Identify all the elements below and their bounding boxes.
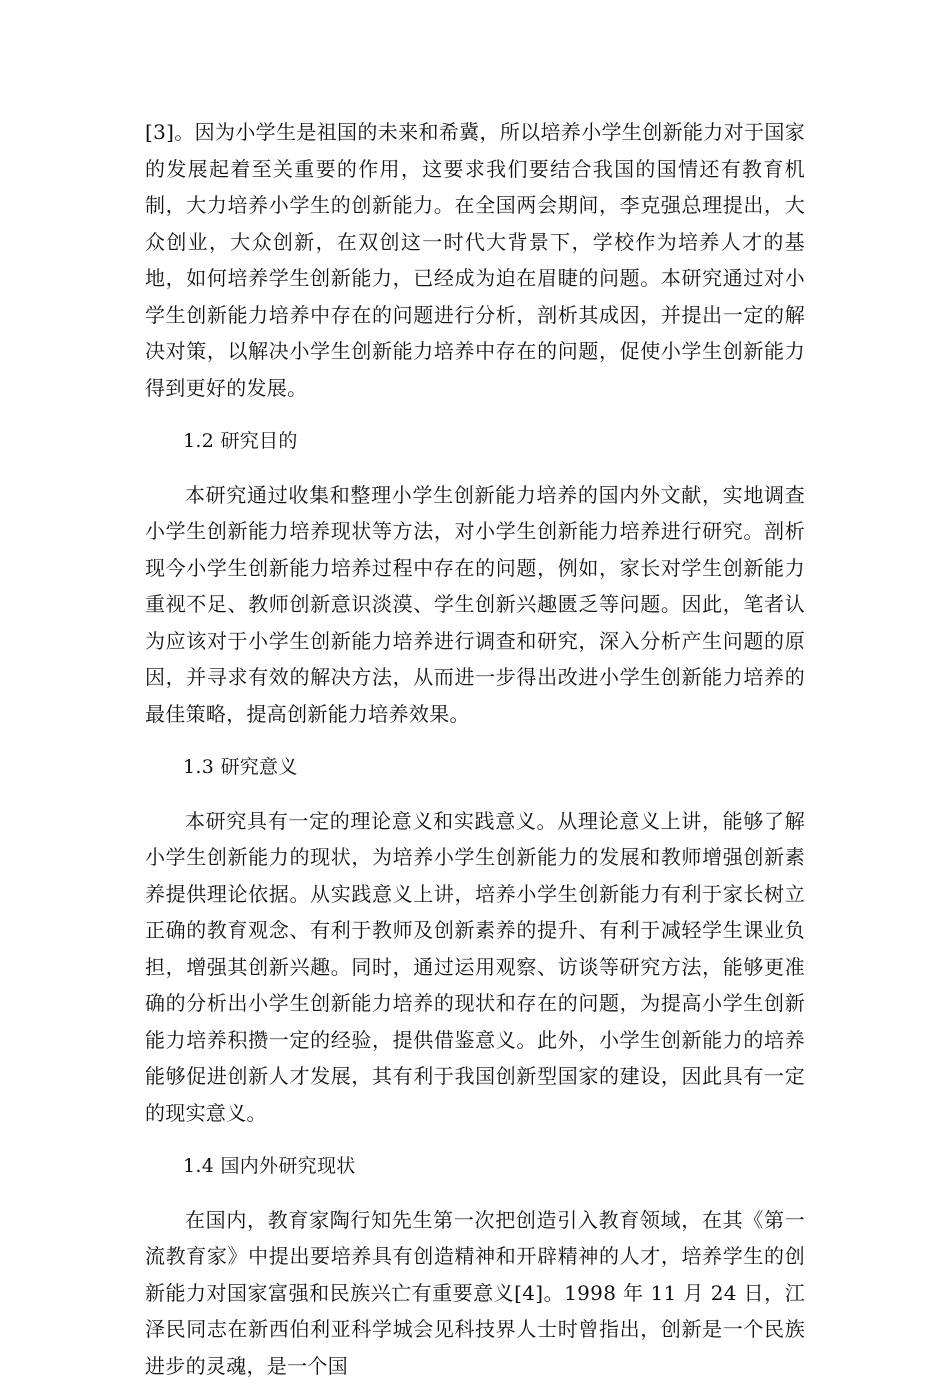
section-heading-1-2: 1.2 研究目的 (145, 423, 805, 460)
section-heading-1-3: 1.3 研究意义 (145, 749, 805, 786)
paragraph-domestic-research: 在国内，教育家陶行知先生第一次把创造引入教育领域，在其《第一流教育家》中提出要培养具有创造精神和开辟精神的人才，培养学生的创新能力对国家富强和民族兴亡有重要意义[4]。1998 年 11 月 24 日，江泽民同志在新西伯利亚科学城会见科技界人士时曾指出，创新是一个民族进步的灵魂，是一个国 (145, 1202, 805, 1384)
paragraph-intro-continuation: [3]。因为小学生是祖国的未来和希冀，所以培养小学生创新能力对于国家的发展起着至关重要的作用，这要求我们要结合我国的国情还有教育机制，大力培养小学生的创新能力。在全国两会期间，李克强总理提出，大众创业，大众创新，在双创这一时代大背景下，学校作为培养人才的基地，如何培养学生创新能力，已经成为迫在眉睫的问题。本研究通过对小学生创新能力培养中存在的问题进行分析，剖析其成因，并提出一定的解决对策，以解决小学生创新能力培养中存在的问题，促使小学生创新能力得到更好的发展。 (145, 114, 805, 406)
paragraph-research-significance: 本研究具有一定的理论意义和实践意义。从理论意义上讲，能够了解小学生创新能力的现状，为培养小学生创新能力的发展和教师增强创新素养提供理论依据。从实践意义上讲，培养小学生创新能力有利于家长树立正确的教育观念、有利于教师及创新素养的提升、有利于减轻学生课业负担，增强其创新兴趣。同时，通过运用观察、访谈等研究方法，能够更准确的分析出小学生创新能力培养的现状和存在的问题，为提高小学生创新能力培养积攒一定的经验，提供借鉴意义。此外，小学生创新能力的培养能够促进创新人才发展，其有利于我国创新型国家的建设，因此具有一定的现实意义。 (145, 803, 805, 1132)
document-page (145, 114, 805, 1384)
paragraph-research-purpose: 本研究通过收集和整理小学生创新能力培养的国内外文献，实地调查小学生创新能力培养现状等方法，对小学生创新能力培养进行研究。剖析现今小学生创新能力培养过程中存在的问题，例如，家长对学生创新能力重视不足、教师创新意识淡漠、学生创新兴趣匮乏等问题。因此，笔者认为应该对于小学生创新能力培养进行调查和研究，深入分析产生问题的原因，并寻求有效的解决方法，从而进一步得出改进小学生创新能力培养的最佳策略，提高创新能力培养效果。 (145, 477, 805, 733)
section-heading-1-4: 1.4 国内外研究现状 (145, 1148, 805, 1185)
